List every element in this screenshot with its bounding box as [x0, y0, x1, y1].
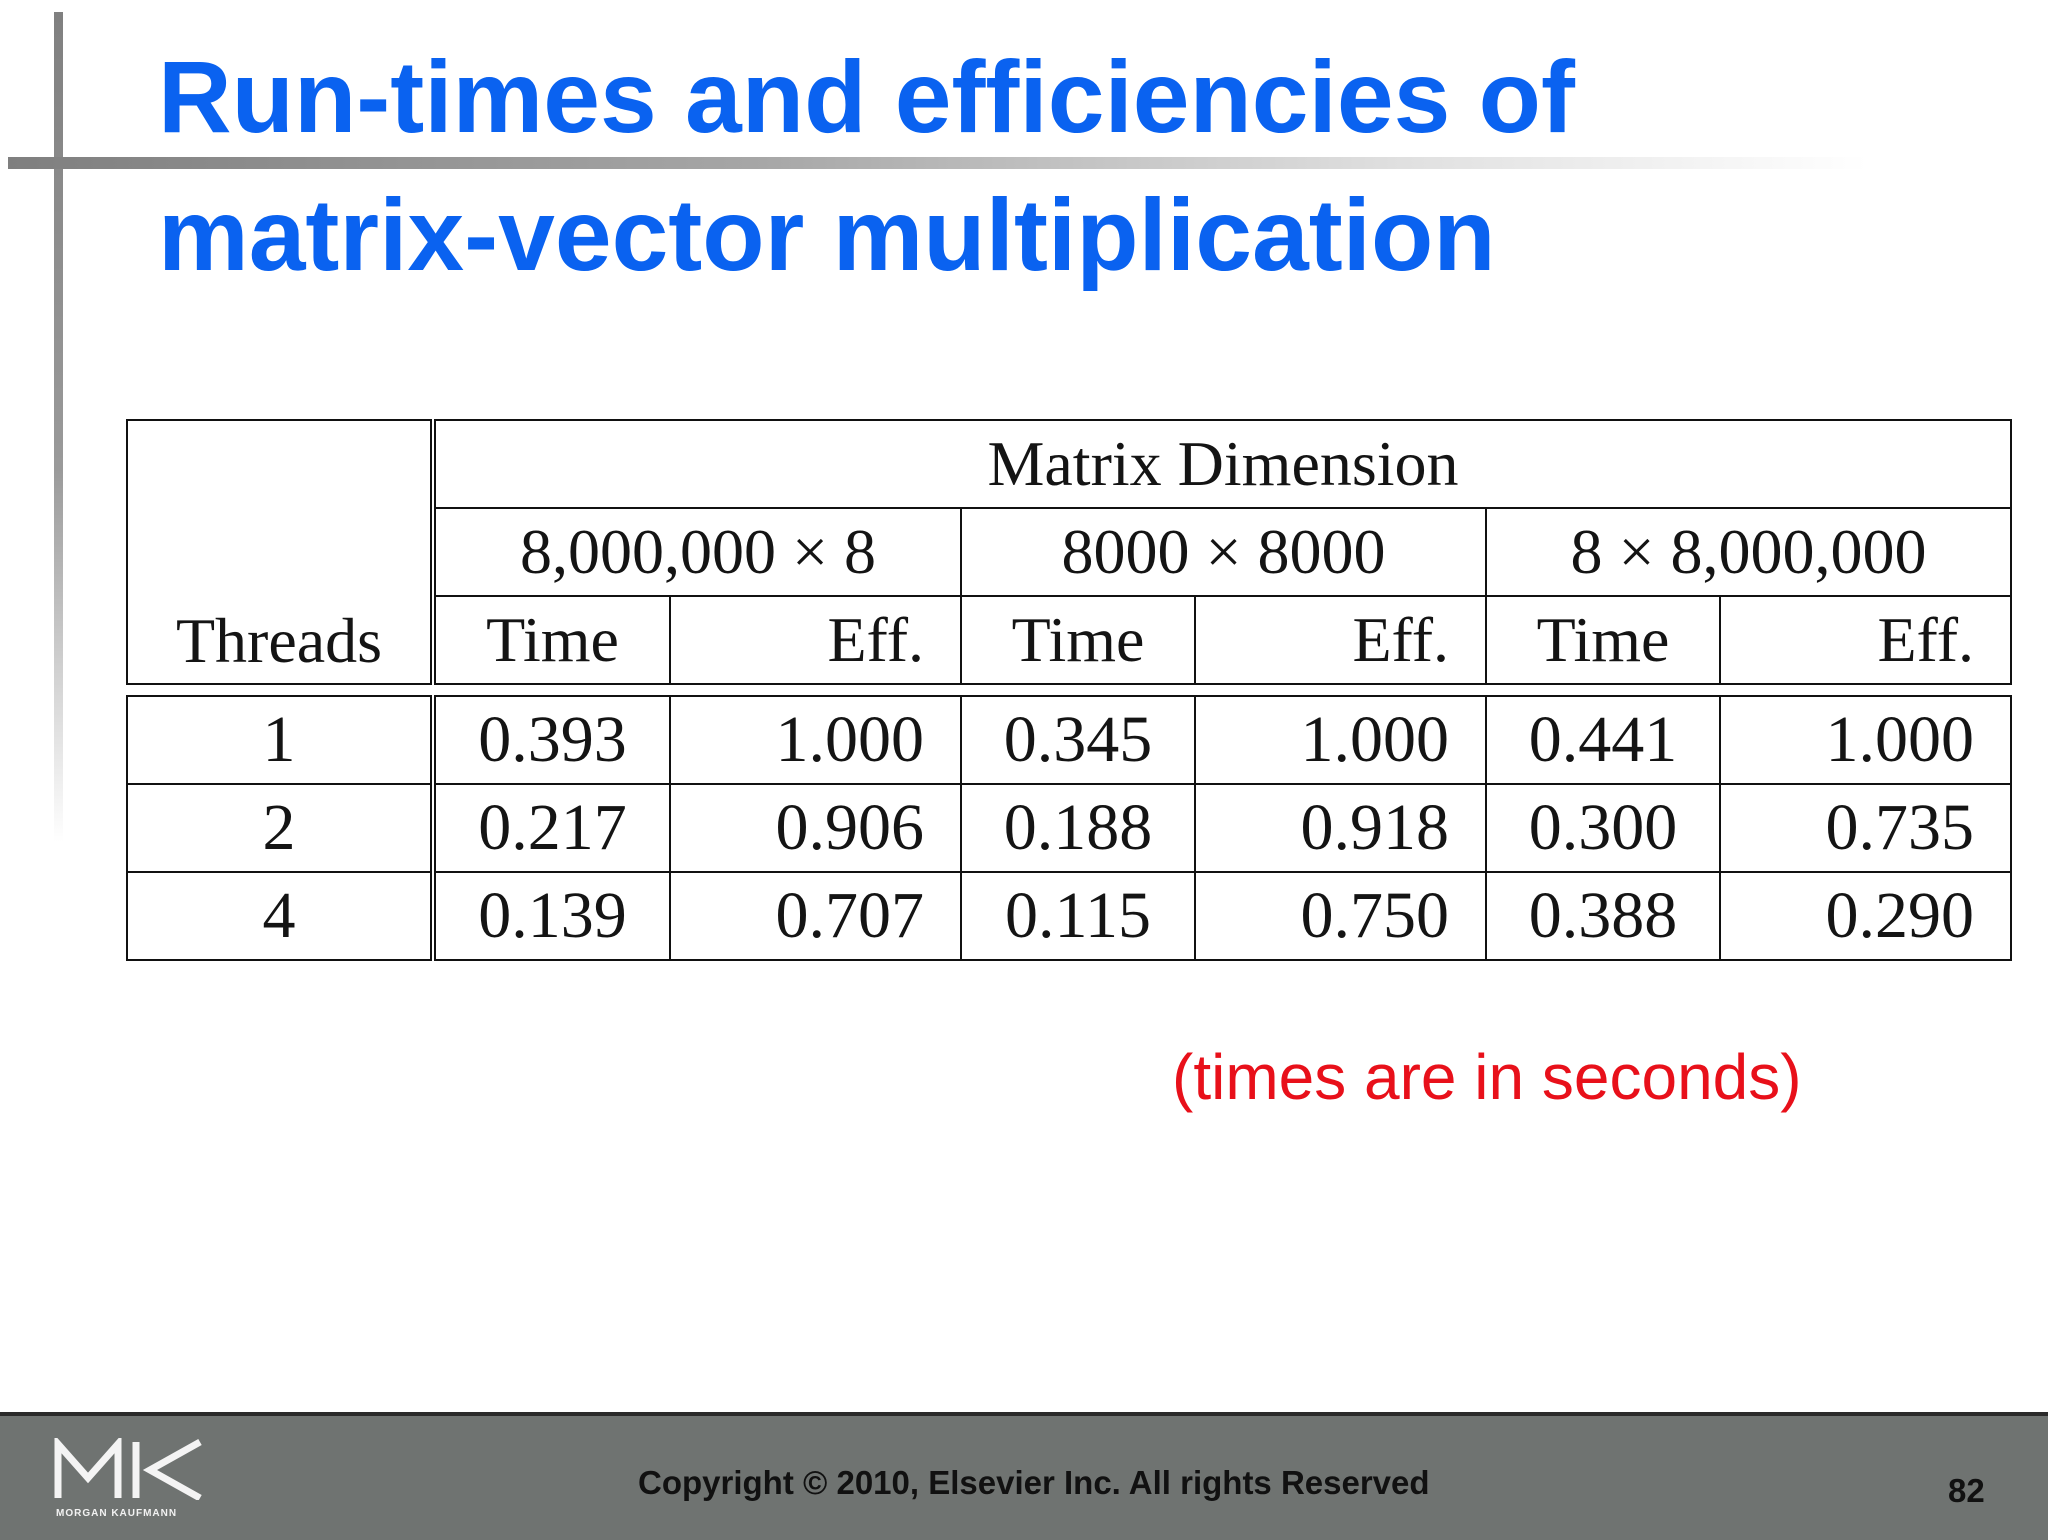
eff-cell: 0.906 — [670, 784, 961, 872]
decorative-vertical-rule — [54, 12, 63, 842]
eff-cell: 1.000 — [670, 696, 961, 784]
results-table-body — [126, 695, 2012, 961]
threads-cell: 4 — [127, 872, 433, 960]
time-cell: 0.441 — [1486, 696, 1720, 784]
table-row — [127, 872, 2011, 960]
logo-wordmark: MORGAN KAUFMANN — [56, 1508, 178, 1519]
time-cell: 0.345 — [961, 696, 1195, 784]
dimension-header-tall: 8,000,000 × 8 — [433, 508, 961, 596]
eff-header: Eff. — [1720, 596, 2011, 684]
time-header: Time — [961, 596, 1195, 684]
eff-header: Eff. — [670, 596, 961, 684]
eff-cell: 1.000 — [1720, 696, 2011, 784]
time-cell: 0.139 — [433, 872, 670, 960]
dimension-header-square: 8000 × 8000 — [961, 508, 1486, 596]
units-note: (times are in seconds) — [1172, 1041, 1802, 1113]
table-row — [127, 696, 2011, 784]
eff-cell: 1.000 — [1195, 696, 1486, 784]
matrix-dimension-header: Matrix Dimension — [433, 420, 2011, 508]
slide-title-line-2: matrix-vector multiplication — [158, 178, 1496, 292]
results-table-header — [126, 419, 2012, 685]
table-row — [127, 784, 2011, 872]
time-header: Time — [433, 596, 670, 684]
time-cell: 0.393 — [433, 696, 670, 784]
eff-cell: 0.707 — [670, 872, 961, 960]
eff-cell: 0.750 — [1195, 872, 1486, 960]
slide-title — [158, 28, 1575, 304]
time-cell: 0.388 — [1486, 872, 1720, 960]
eff-cell: 0.918 — [1195, 784, 1486, 872]
slide-title-line-1: Run-times and efficiencies of — [158, 40, 1575, 154]
eff-cell: 0.290 — [1720, 872, 2011, 960]
mk-logo-icon — [54, 1438, 204, 1500]
time-cell: 0.115 — [961, 872, 1195, 960]
threads-cell: 2 — [127, 784, 433, 872]
copyright-text: Copyright © 2010, Elsevier Inc. All rights Reserved — [638, 1464, 1430, 1501]
page-number: 82 — [1948, 1472, 1985, 1509]
dimension-header-wide: 8 × 8,000,000 — [1486, 508, 2011, 596]
time-cell: 0.300 — [1486, 784, 1720, 872]
time-cell: 0.188 — [961, 784, 1195, 872]
time-header: Time — [1486, 596, 1720, 684]
morgan-kaufmann-logo — [54, 1438, 214, 1528]
threads-header: Threads — [127, 420, 433, 684]
eff-cell: 0.735 — [1720, 784, 2011, 872]
footer-bar — [0, 1412, 2048, 1540]
threads-cell: 1 — [127, 696, 433, 784]
time-cell: 0.217 — [433, 784, 670, 872]
eff-header: Eff. — [1195, 596, 1486, 684]
